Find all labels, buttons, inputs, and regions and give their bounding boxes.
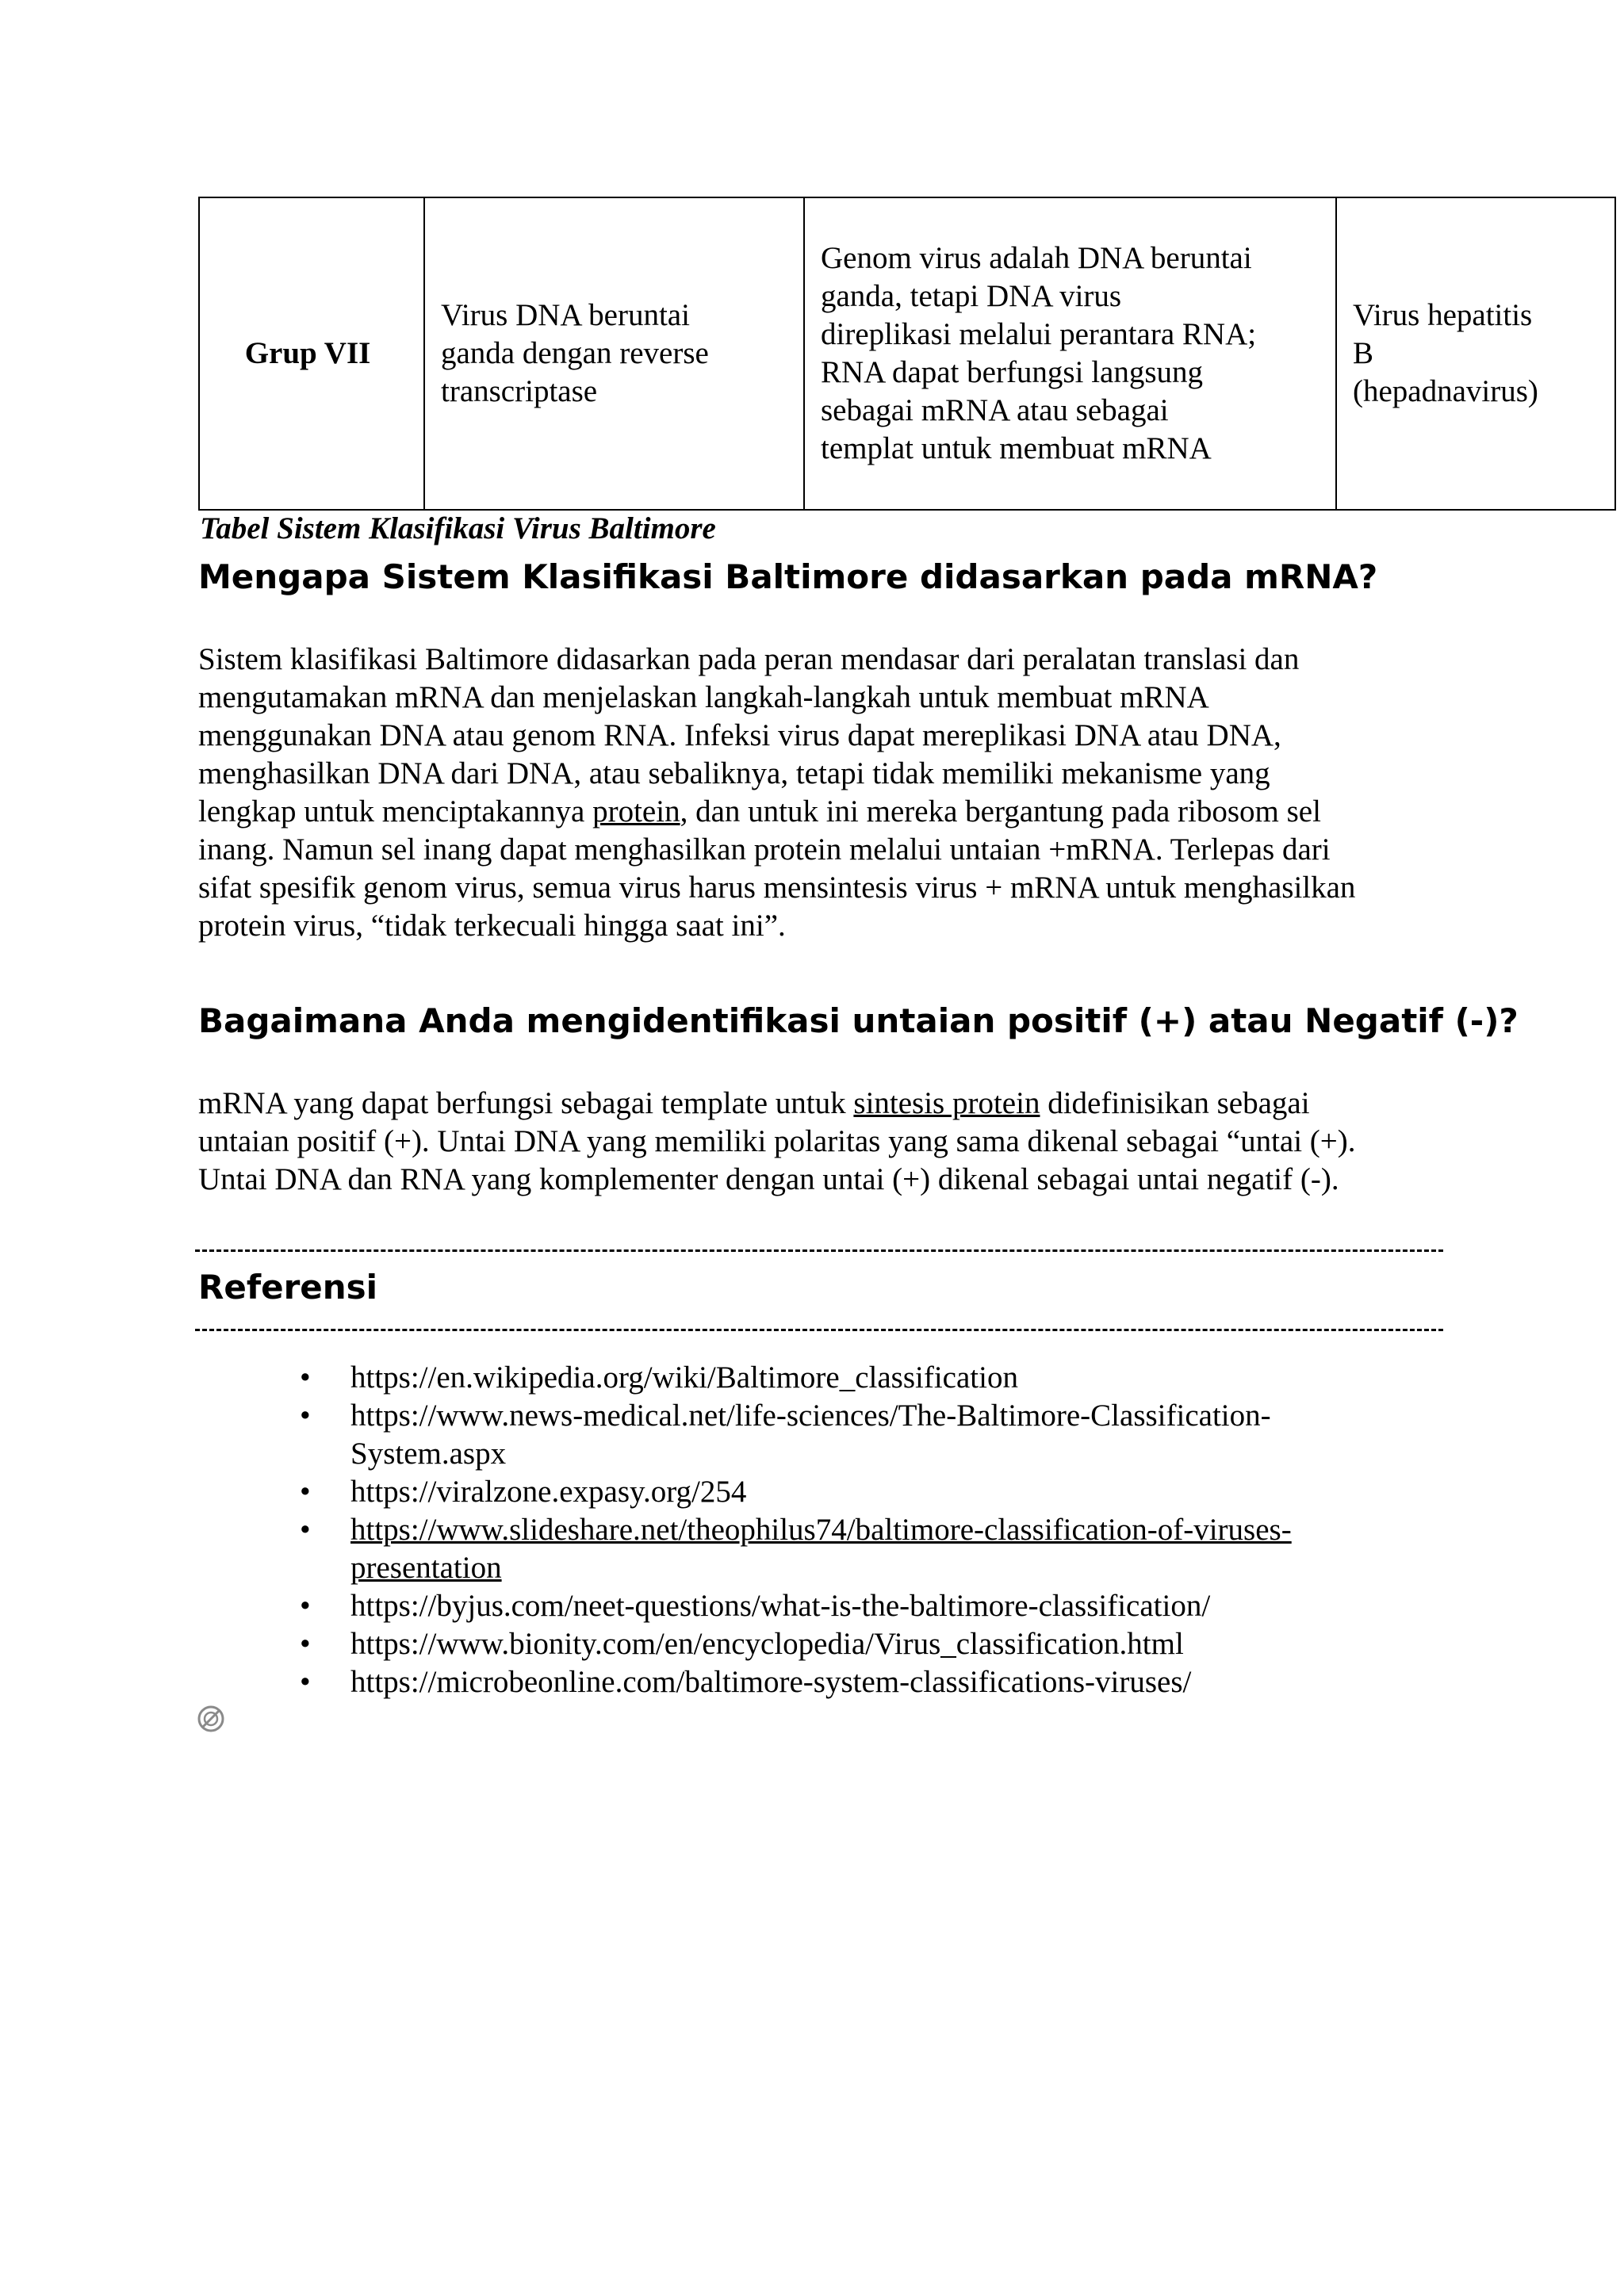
reference-link[interactable]: https://byjus.com/neet-questions/what-is-the-baltimore-classification/	[350, 1589, 1211, 1623]
list-item	[300, 1663, 1489, 1701]
example-line: Virus hepatitis	[1353, 298, 1533, 332]
paragraph-line	[198, 793, 1499, 831]
bullet-icon: •	[300, 1627, 311, 1661]
paragraph-mrna	[198, 641, 1499, 945]
forbidden-icon	[197, 1705, 225, 1733]
paragraph-line: Sistem klasifikasi Baltimore didasarkan pada peran mendasar dari peralatan translasi dan	[198, 642, 1300, 676]
bullet-icon: •	[300, 1589, 311, 1623]
line-text: mRNA yang dapat berfungsi sebagai template untuk	[198, 1086, 854, 1120]
description-line: Genom virus adalah DNA beruntai	[821, 241, 1252, 275]
bullet-icon: •	[300, 1513, 311, 1547]
bullet-icon: •	[300, 1475, 311, 1509]
paragraph-line: menggunakan DNA atau genom RNA. Infeksi virus dapat mereplikasi DNA atau DNA,	[198, 718, 1281, 752]
dashed-divider	[195, 1329, 1443, 1331]
reference-link[interactable]: System.aspx	[350, 1437, 507, 1471]
virus-type-cell	[424, 197, 804, 510]
section-heading-strand: Bagaimana Anda mengidentifikasi untaian positif (+) atau Negatif (-)?	[198, 1001, 1519, 1040]
description-line: templat untuk membuat mRNA	[821, 431, 1212, 465]
list-item	[300, 1473, 1489, 1511]
reference-list	[300, 1359, 1489, 1701]
baltimore-table	[198, 197, 1616, 511]
list-item	[300, 1625, 1489, 1663]
protein-synthesis-link[interactable]: sintesis protein	[853, 1086, 1040, 1120]
example-line: B	[1353, 336, 1374, 370]
group-cell	[199, 197, 424, 510]
paragraph-line: inang. Namun sel inang dapat menghasilkan protein melalui untaian +mRNA. Terlepas dari	[198, 832, 1331, 867]
virus-type-line: ganda dengan reverse	[441, 336, 709, 370]
line-text: , dan untuk ini mereka bergantung pada ribosom sel	[680, 794, 1321, 828]
bullet-icon: •	[300, 1399, 311, 1433]
references-heading: Referensi	[198, 1268, 378, 1307]
paragraph-line: protein virus, “tidak terkecuali hingga saat ini”.	[198, 909, 786, 943]
description-line: sebagai mRNA atau sebagai	[821, 393, 1169, 427]
reference-link[interactable]: https://viralzone.expasy.org/254	[350, 1475, 747, 1509]
example-cell	[1336, 197, 1615, 510]
paragraph-line: untaian positif (+). Untai DNA yang memiliki polaritas yang sama dikenal sebagai “untai (+).	[198, 1124, 1356, 1158]
bullet-icon: •	[300, 1665, 311, 1699]
paragraph-line: menghasilkan DNA dari DNA, atau sebaliknya, tetapi tidak memiliki mekanisme yang	[198, 756, 1270, 790]
example-line: (hepadnavirus)	[1353, 374, 1538, 408]
section-heading-mrna: Mengapa Sistem Klasifikasi Baltimore didasarkan pada mRNA?	[198, 557, 1378, 596]
reference-link[interactable]: https://www.news-medical.net/life-sciences/The-Baltimore-Classification-	[350, 1399, 1271, 1433]
paragraph-line: Untai DNA dan RNA yang komplementer dengan untai (+) dikenal sebagai untai negatif (-).	[198, 1162, 1339, 1196]
protein-link[interactable]: protein	[592, 794, 680, 828]
line-text: lengkap untuk menciptakannya	[198, 794, 593, 828]
list-item	[300, 1359, 1489, 1397]
group-label: Grup VII	[244, 336, 371, 370]
reference-link[interactable]: https://en.wikipedia.org/wiki/Baltimore_classification	[350, 1360, 1018, 1395]
reference-link[interactable]: https://www.slideshare.net/theophilus74/baltimore-classification-of-viruses-	[350, 1513, 1292, 1547]
list-item	[300, 1587, 1489, 1625]
table-row	[199, 197, 1615, 510]
paragraph-line: mengutamakan mRNA dan menjelaskan langkah-langkah untuk membuat mRNA	[198, 680, 1209, 714]
virus-type-line: Virus DNA beruntai	[441, 298, 690, 332]
bullet-icon: •	[300, 1360, 311, 1395]
paragraph-line: sifat spesifik genom virus, semua virus harus mensintesis virus + mRNA untuk menghasilkan	[198, 871, 1356, 905]
reference-link[interactable]: presentation	[350, 1551, 502, 1585]
line-text: didefinisikan sebagai	[1040, 1086, 1310, 1120]
description-line: direplikasi melalui perantara RNA;	[821, 317, 1257, 351]
description-line: RNA dapat berfungsi langsung	[821, 355, 1204, 389]
paragraph-line	[198, 1085, 1499, 1123]
table-caption: Tabel Sistem Klasifikasi Virus Baltimore	[200, 511, 716, 545]
reference-link[interactable]: https://microbeonline.com/baltimore-system-classifications-viruses/	[350, 1665, 1192, 1699]
description-line: ganda, tetapi DNA virus	[821, 279, 1122, 313]
reference-link[interactable]: https://www.bionity.com/en/encyclopedia/Virus_classification.html	[350, 1627, 1184, 1661]
dashed-divider	[195, 1249, 1443, 1252]
description-cell	[804, 197, 1336, 510]
list-item	[300, 1397, 1489, 1473]
virus-type-line: transcriptase	[441, 374, 598, 408]
list-item	[300, 1511, 1489, 1587]
paragraph-strand	[198, 1085, 1499, 1199]
